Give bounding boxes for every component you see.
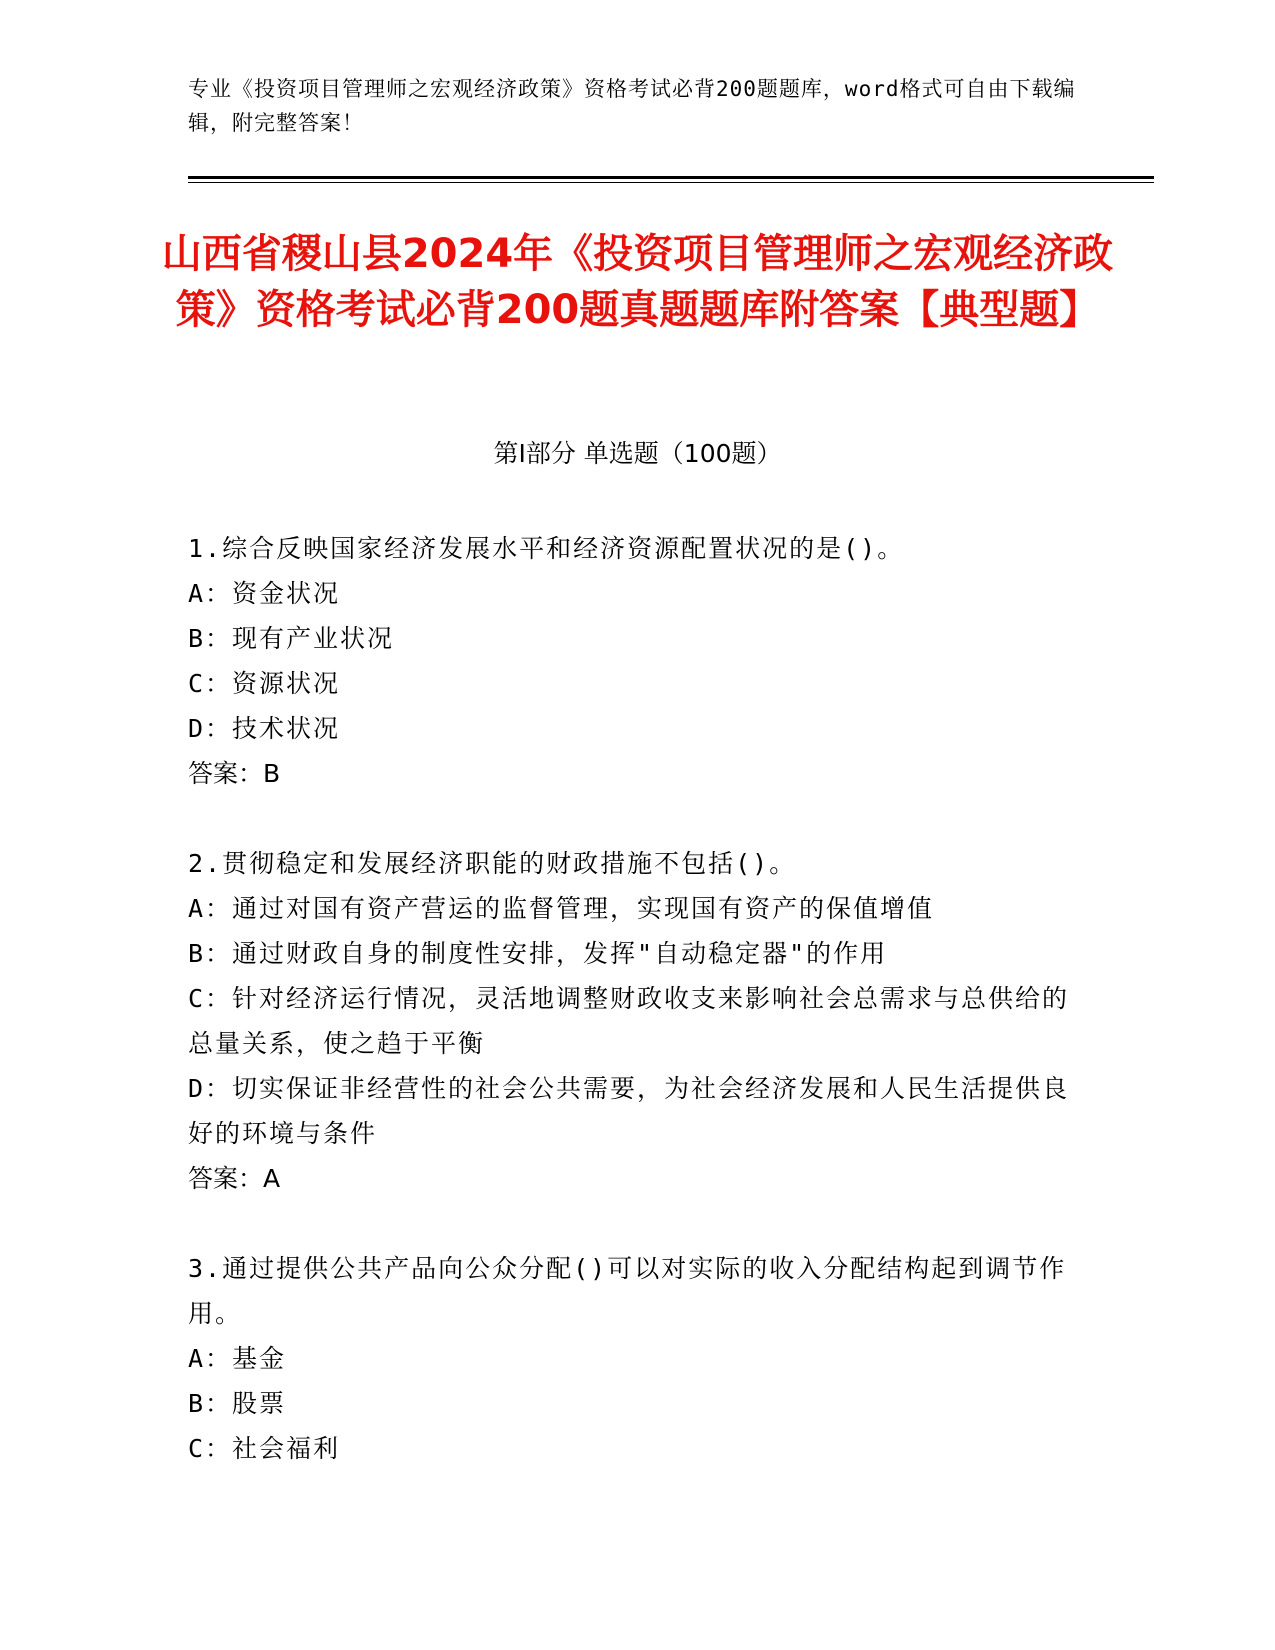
option-c: C：社会福利 (188, 1434, 341, 1463)
answer: 答案：A (188, 1164, 281, 1193)
option-b: B：现有产业状况 (188, 624, 395, 653)
option-d: D：切实保证非经营性的社会公共需要，为社会经济发展和人民生活提供良好的环境与条件 (188, 1074, 1070, 1148)
header-note: 专业《投资项目管理师之宏观经济政策》资格考试必背200题题库，word格式可自由下载编辑，附完整答案！ (188, 77, 1076, 135)
option-c: C：针对经济运行情况，灵活地调整财政收支来影响社会总需求与总供给的总量关系，使之趋于平衡 (188, 984, 1070, 1058)
question-1 (188, 526, 1088, 796)
option-b: B：股票 (188, 1389, 287, 1418)
question-list (188, 526, 1088, 1471)
option-a: A：资金状况 (188, 579, 341, 608)
header-rule-thick (188, 176, 1154, 179)
section-title: 第Ⅰ部分 单选题（100题） (493, 439, 782, 468)
document-title: 山西省稷山县2024年《投资项目管理师之宏观经济政策》资格考试必背200题真题题库附答案【典型题】 (161, 231, 1114, 333)
question-3 (188, 1246, 1088, 1471)
question-2 (188, 841, 1088, 1201)
header-rule-thin (188, 182, 1154, 183)
question-spacer (188, 796, 1088, 841)
option-d: D：技术状况 (188, 714, 341, 743)
option-a: A：通过对国有资产营运的监督管理，实现国有资产的保值增值 (188, 894, 935, 923)
option-c: C：资源状况 (188, 669, 341, 698)
question-stem: 3.通过提供公共产品向公众分配()可以对实际的收入分配结构起到调节作用。 (188, 1254, 1067, 1328)
question-stem: 2.贯彻稳定和发展经济职能的财政措施不包括()。 (188, 849, 797, 878)
question-stem: 1.综合反映国家经济发展水平和经济资源配置状况的是()。 (188, 534, 905, 563)
question-spacer (188, 1201, 1088, 1246)
option-b: B：通过财政自身的制度性安排，发挥"自动稳定器"的作用 (188, 939, 888, 968)
answer: 答案：B (188, 759, 281, 788)
option-a: A：基金 (188, 1344, 287, 1373)
